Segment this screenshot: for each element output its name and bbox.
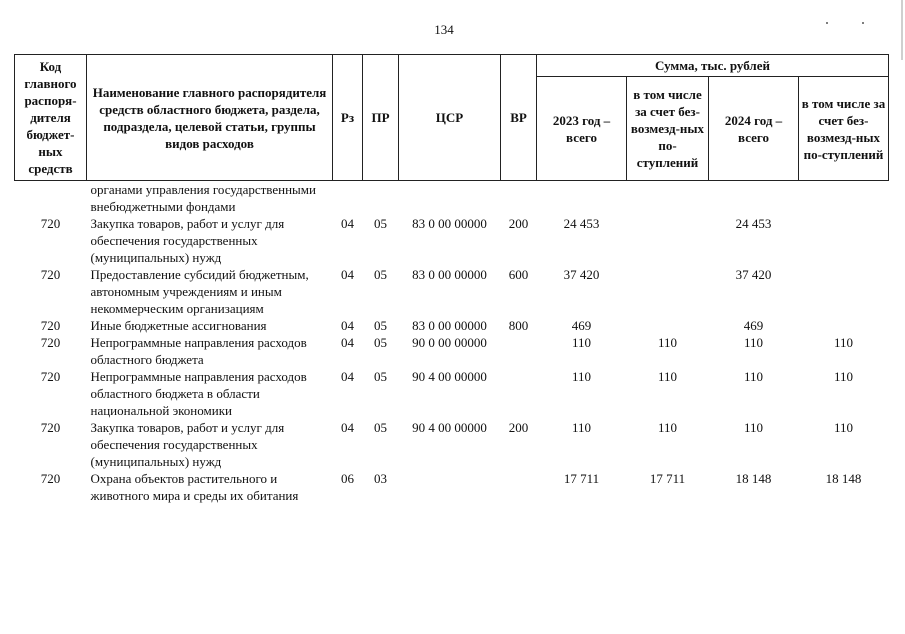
cell-name: Непрограммные направления расходов областного бюджета в области национальной экономики — [90, 369, 307, 418]
cell-rz: 06 — [341, 471, 354, 486]
header-2024-free: в том числе за счет без-возмезд-ных по-ступлений — [799, 77, 889, 181]
header-name: Наименование главного распорядителя средств областного бюджета, раздела, подраздела, целевой статьи, группы видов расходов — [87, 55, 333, 181]
cell-2023-free — [627, 215, 709, 266]
budget-table — [14, 54, 889, 504]
cell-2023-total: 24 453 — [563, 216, 600, 231]
cell-2023-total — [537, 181, 627, 216]
cell-code — [15, 181, 87, 216]
header-2023-total: 2023 год – всего — [537, 77, 627, 181]
cell-csr: 90 0 00 00000 — [412, 335, 487, 350]
cell-vr: 200 — [508, 420, 529, 435]
scan-artifact-dot — [862, 22, 864, 24]
header-rz: Рз — [333, 55, 363, 181]
cell-code: 720 — [40, 318, 61, 333]
cell-2023-free: 110 — [657, 369, 678, 384]
cell-2024-free: 110 — [833, 420, 854, 435]
cell-pr: 05 — [374, 216, 387, 231]
cell-csr: 83 0 00 00000 — [412, 267, 487, 282]
cell-2023-free: 110 — [657, 335, 678, 350]
cell-2024-free: 110 — [833, 369, 854, 384]
cell-2024-total: 37 420 — [735, 267, 772, 282]
cell-2023-total: 37 420 — [563, 267, 600, 282]
cell-2023-total: 17 711 — [563, 471, 600, 486]
cell-name: органами управления государственными внебюджетными фондами — [90, 182, 316, 214]
cell-2024-total: 469 — [743, 318, 764, 333]
cell-vr — [501, 181, 537, 216]
cell-2024-free — [799, 181, 889, 216]
cell-2024-total — [709, 181, 799, 216]
cell-vr: 800 — [508, 318, 529, 333]
cell-2023-free: 110 — [657, 420, 678, 435]
cell-2023-free — [627, 181, 709, 216]
header-2023-free: в том числе за счет без-возмезд-ных по-ступлений — [627, 77, 709, 181]
cell-csr: 83 0 00 00000 — [412, 318, 487, 333]
cell-2023-total: 110 — [571, 369, 592, 384]
cell-2024-total: 24 453 — [735, 216, 772, 231]
cell-pr: 05 — [374, 318, 387, 333]
cell-csr — [399, 470, 501, 504]
cell-rz: 04 — [341, 335, 354, 350]
cell-name: Охрана объектов растительного и животного мира и среды их обитания — [90, 471, 299, 503]
cell-code: 720 — [40, 267, 61, 282]
cell-vr — [501, 334, 537, 368]
cell-name: Иные бюджетные ассигнования — [90, 318, 267, 333]
cell-2024-total: 110 — [743, 420, 764, 435]
cell-csr: 90 4 00 00000 — [412, 369, 487, 384]
header-vr: ВР — [501, 55, 537, 181]
cell-2024-total: 110 — [743, 369, 764, 384]
table-row — [15, 419, 889, 470]
cell-2024-free: 18 148 — [825, 471, 862, 486]
cell-code: 720 — [40, 335, 61, 350]
table-row — [15, 266, 889, 317]
cell-2024-free — [799, 317, 889, 334]
header-2024-total: 2024 год – всего — [709, 77, 799, 181]
cell-2023-free: 17 711 — [649, 471, 686, 486]
table-row — [15, 215, 889, 266]
cell-name: Предоставление субсидий бюджетным, автономным учреждениям и иным некоммерческим организациям — [90, 267, 309, 316]
table-row — [15, 334, 889, 368]
table-header — [15, 55, 889, 181]
cell-pr: 05 — [374, 420, 387, 435]
table-row — [15, 181, 889, 216]
cell-rz: 04 — [341, 369, 354, 384]
cell-2024-total: 110 — [743, 335, 764, 350]
header-code: Код главного распоря-дителя бюджет-ных средств — [15, 55, 87, 181]
page-edge-shadow — [901, 0, 903, 60]
cell-2024-free: 110 — [833, 335, 854, 350]
cell-pr: 05 — [374, 267, 387, 282]
cell-rz — [333, 181, 363, 216]
header-pr: ПР — [363, 55, 399, 181]
cell-rz: 04 — [341, 420, 354, 435]
cell-pr: 03 — [374, 471, 387, 486]
cell-csr — [399, 181, 501, 216]
cell-csr: 90 4 00 00000 — [412, 420, 487, 435]
cell-pr: 05 — [374, 369, 387, 384]
cell-2023-total: 469 — [571, 318, 592, 333]
cell-2024-total: 18 148 — [735, 471, 772, 486]
header-csr: ЦСР — [399, 55, 501, 181]
cell-name: Закупка товаров, работ и услуг для обеспечения государственных (муниципальных) нужд — [90, 420, 285, 469]
cell-2024-free — [799, 215, 889, 266]
cell-2023-total: 110 — [571, 420, 592, 435]
cell-code: 720 — [40, 369, 61, 384]
page-number: 134 — [434, 22, 454, 37]
scan-artifact-dot — [826, 22, 828, 24]
cell-pr: 05 — [374, 335, 387, 350]
cell-vr — [501, 470, 537, 504]
table-row — [15, 368, 889, 419]
cell-code: 720 — [40, 420, 61, 435]
cell-vr: 200 — [508, 216, 529, 231]
table-row — [15, 317, 889, 334]
cell-csr: 83 0 00 00000 — [412, 216, 487, 231]
cell-2024-free — [799, 266, 889, 317]
cell-pr — [363, 181, 399, 216]
cell-name: Закупка товаров, работ и услуг для обеспечения государственных (муниципальных) нужд — [90, 216, 285, 265]
cell-code: 720 — [40, 471, 61, 486]
table-row — [15, 470, 889, 504]
cell-2023-free — [627, 317, 709, 334]
cell-name: Непрограммные направления расходов областного бюджета — [90, 335, 307, 367]
cell-2023-free — [627, 266, 709, 317]
cell-vr: 600 — [508, 267, 529, 282]
cell-2023-total: 110 — [571, 335, 592, 350]
cell-rz: 04 — [341, 267, 354, 282]
cell-rz: 04 — [341, 216, 354, 231]
cell-code: 720 — [40, 216, 61, 231]
cell-vr — [501, 368, 537, 419]
cell-rz: 04 — [341, 318, 354, 333]
header-sum-group: Сумма, тыс. рублей — [537, 55, 889, 77]
table-body — [15, 181, 889, 505]
